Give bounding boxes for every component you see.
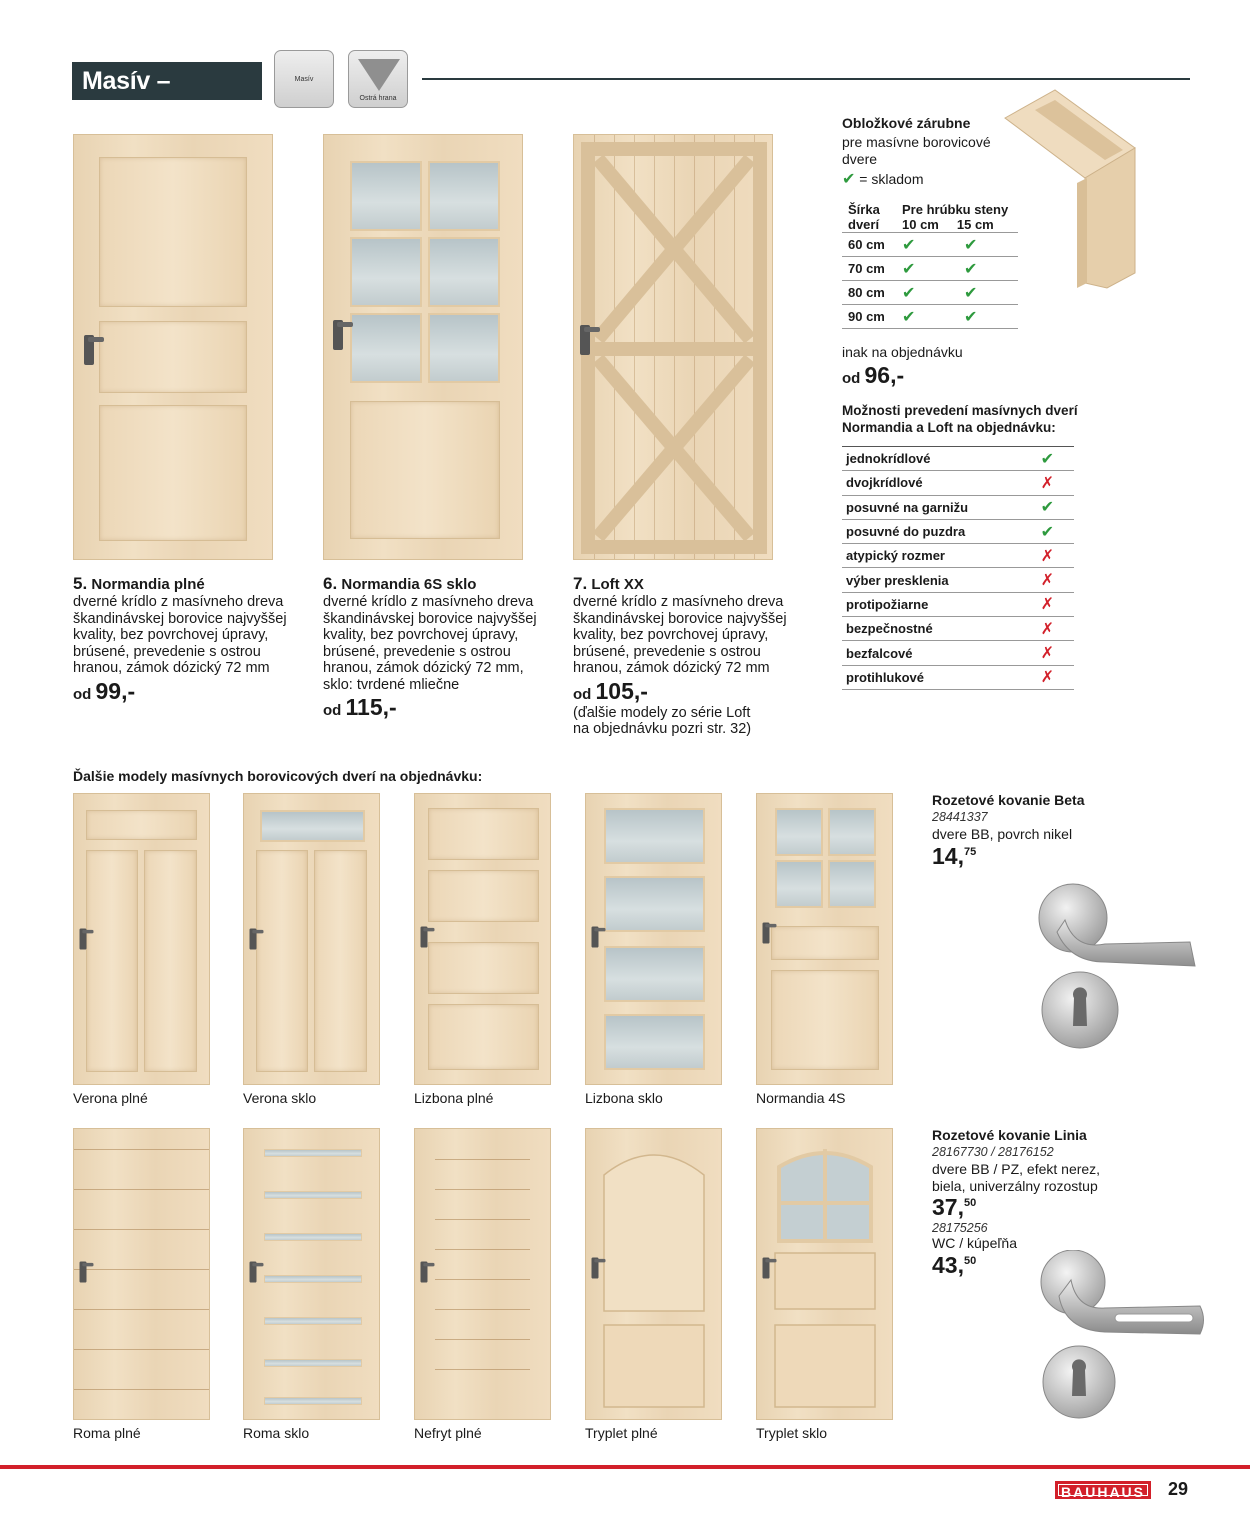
subtitle-line: pre masívne borovicové — [842, 134, 991, 150]
price-value: 105,- — [595, 677, 648, 704]
option-availability — [1021, 665, 1074, 689]
product-name: Normandia plné — [91, 576, 205, 593]
check-icon: ✔ — [902, 260, 916, 278]
product-description — [573, 594, 813, 677]
price-prefix: od — [573, 685, 592, 703]
option-label: posuvné na garnižu — [842, 495, 1021, 519]
desc-line: dverné krídlo z masívneho dreva — [573, 594, 784, 610]
price-value: 99,- — [95, 677, 136, 704]
price-prefix: od — [323, 702, 342, 719]
cross-icon: ✗ — [1040, 572, 1054, 590]
option-availability — [1021, 495, 1074, 519]
option-row — [842, 519, 1074, 543]
door-image-verona-sklo — [243, 793, 380, 1085]
bauhaus-logo: BAUHAUS — [1055, 1481, 1151, 1499]
product-number: 7. — [573, 574, 588, 593]
option-label: bezfalcové — [842, 641, 1021, 665]
frame-col-wall — [902, 200, 1018, 233]
desc-line: brúsené, prevedenie s ostrou — [323, 643, 511, 660]
frame-width: 90 cm — [842, 305, 902, 329]
check-icon: ✔ — [964, 236, 978, 254]
option-availability — [1021, 519, 1074, 543]
cross-icon: ✗ — [1040, 474, 1054, 492]
cross-icon: ✗ — [1040, 596, 1054, 614]
option-label: jednokrídlové — [842, 447, 1021, 471]
product-title — [573, 574, 813, 594]
option-row — [842, 447, 1074, 471]
door-image-lizbona-plne — [414, 793, 551, 1085]
frame-row — [842, 305, 1018, 329]
price-dec: 50 — [963, 1197, 977, 1209]
door-image-tryplet-plne — [585, 1128, 722, 1420]
door-caption: Normandia 4S — [756, 1090, 846, 1106]
desc-line: dverné krídlo z masívneho dreva — [73, 594, 284, 610]
cross-icon: ✗ — [1040, 620, 1054, 638]
check-icon: ✔ — [1040, 450, 1054, 468]
price-prefix: od — [842, 370, 861, 387]
product-code: 28441337 — [932, 810, 988, 824]
option-row — [842, 617, 1074, 641]
door-image-roma-sklo — [243, 1128, 380, 1420]
price-int: 14, — [932, 842, 964, 869]
frame-width: 60 cm — [842, 233, 902, 257]
option-row — [842, 544, 1074, 568]
note-line: na objednávku pozri str. 32) — [573, 721, 752, 737]
door-image-nefryt-plne — [414, 1128, 551, 1420]
option-row — [842, 495, 1074, 519]
header-line: Šírka — [848, 202, 880, 217]
door-caption: Lizbona sklo — [585, 1090, 663, 1106]
footer-divider — [0, 1465, 1250, 1469]
product-price — [323, 694, 563, 721]
cross-icon: ✗ — [1040, 645, 1054, 663]
door-image-normandia-plne — [73, 134, 273, 560]
options-title-line: Možnosti prevedení masívnych dverí — [842, 403, 1078, 418]
product-description — [932, 1161, 1142, 1194]
option-row — [842, 641, 1074, 665]
desc-line: dverné krídlo z masívneho dreva — [323, 594, 534, 610]
section-title: Masív – borovica — [72, 62, 262, 100]
product-normandia-plne — [73, 574, 313, 705]
option-availability — [1021, 617, 1074, 641]
desc-line: hranou, zámok dózický 72 mm, — [323, 660, 524, 676]
desc-line: biela, univerzálny rozostup — [932, 1177, 1098, 1194]
check-icon: ✔ — [1040, 499, 1054, 517]
desc-line: kvality, bez povrchovej úpravy, — [323, 627, 519, 643]
handle-linia-image — [1035, 1250, 1210, 1425]
kovanie-beta — [932, 792, 1132, 870]
frame-row — [842, 233, 1018, 257]
product-number: 6. — [323, 574, 338, 593]
frame-col-width — [842, 200, 902, 233]
option-label: výber presklenia — [842, 568, 1021, 592]
subtitle-line: dvere — [842, 150, 878, 167]
product-description — [323, 594, 563, 693]
option-availability — [1021, 592, 1074, 616]
frame-row — [842, 281, 1018, 305]
product-price — [73, 678, 313, 705]
door-image-verona-plne — [73, 793, 210, 1085]
check-icon: ✔ — [964, 284, 978, 302]
product-description: dvere BB, povrch nikel — [932, 826, 1073, 842]
door-caption: Nefryt plné — [414, 1425, 482, 1441]
desc-line: škandinávskej borovice najvyššej — [323, 610, 537, 627]
options-title-line: Normandia a Loft na objednávku: — [842, 420, 1056, 435]
product-loft-xx — [573, 574, 813, 738]
option-label: dvojkrídlové — [842, 471, 1021, 495]
option-availability — [1021, 641, 1074, 665]
option-row — [842, 592, 1074, 616]
option-availability — [1021, 544, 1074, 568]
option-label: atypický rozmer — [842, 544, 1021, 568]
check-icon: ✔ — [902, 308, 916, 326]
page-number: 29 — [1168, 1479, 1189, 1499]
options-title — [842, 402, 1078, 436]
product-code: 28167730 / 28176152 — [932, 1145, 1054, 1159]
note-line: (ďalšie modely zo série Loft — [573, 704, 751, 721]
desc-line: dvere BB / PZ, efekt nerez, — [932, 1161, 1101, 1177]
option-label: protihlukové — [842, 665, 1021, 689]
check-icon: ✔ — [964, 308, 978, 326]
price-int: 43, — [932, 1251, 964, 1278]
more-models-title: Ďalšie modely masívnych borovicových dverí na objednávku: — [73, 768, 483, 784]
door-caption: Tryplet sklo — [756, 1425, 828, 1441]
door-caption: Lizbona plné — [414, 1090, 494, 1106]
door-image-normandia-4s — [756, 793, 893, 1085]
door-image-roma-plne — [73, 1128, 210, 1420]
door-image-normandia-6s — [323, 134, 523, 560]
frame-width: 80 cm — [842, 281, 902, 305]
header-line: dverí — [848, 217, 880, 232]
product-name: Normandia 6S sklo — [341, 576, 477, 593]
desc-line: hranou, zámok dózický 72 mm — [573, 660, 770, 676]
door-caption: Roma plné — [73, 1425, 141, 1441]
product-price — [573, 678, 813, 705]
product-title: Rozetové kovanie Linia — [932, 1127, 1087, 1143]
option-row — [842, 568, 1074, 592]
price-value: 96,- — [864, 362, 905, 388]
product-price — [932, 843, 1132, 870]
product-description — [73, 594, 313, 677]
door-image-tryplet-sklo — [756, 1128, 893, 1420]
product-title: Rozetové kovanie Beta — [932, 792, 1085, 808]
door-image-loft-xx — [573, 134, 773, 560]
product-title — [73, 574, 313, 594]
price-int: 37, — [932, 1194, 964, 1220]
frame-title: Obložkové zárubne — [842, 115, 971, 131]
door-caption: Roma sklo — [243, 1425, 310, 1441]
option-row — [842, 665, 1074, 689]
desc-line: škandinávskej borovice najvyššej — [573, 610, 787, 627]
door-caption: Tryplet plné — [585, 1425, 658, 1441]
check-icon: ✔ — [902, 236, 916, 254]
product-price — [932, 1194, 1142, 1221]
product-name: Loft XX — [591, 576, 644, 593]
handle-beta-image — [1035, 880, 1200, 1055]
frame-availability-table — [842, 200, 1018, 329]
product-title — [323, 574, 563, 594]
check-icon: ✔ — [964, 260, 978, 278]
option-label: protipožiarne — [842, 592, 1021, 616]
desc-line: kvality, bez povrchovej úpravy, — [73, 627, 269, 643]
product-normandia-6s — [323, 574, 563, 721]
door-caption: Verona sklo — [243, 1090, 317, 1106]
sharp-edge-icon — [358, 59, 400, 91]
options-table — [842, 446, 1074, 690]
cross-icon: ✗ — [1040, 547, 1054, 565]
option-availability — [1021, 447, 1074, 471]
header-15cm: 15 cm — [956, 217, 994, 232]
product-number: 5. — [73, 574, 88, 593]
option-label: posuvné do puzdra — [842, 519, 1021, 543]
sharp-edge-badge-label: Ostrá hrana — [359, 95, 397, 102]
price-value: 115,- — [345, 694, 397, 720]
desc-line: kvality, bez povrchovej úpravy, — [573, 627, 769, 643]
check-icon: ✔ — [902, 284, 916, 302]
header-10cm: 10 cm — [902, 217, 939, 232]
header-divider — [422, 78, 1190, 80]
frame-width: 70 cm — [842, 257, 902, 281]
price-prefix: od — [73, 685, 92, 703]
desc-line: sklo: tvrdené mliečne — [323, 676, 460, 693]
header-line: Pre hrúbku steny — [902, 202, 1009, 217]
price-dec: 50 — [963, 1254, 977, 1267]
frame-row — [842, 257, 1018, 281]
masiv-badge-label: Masív — [294, 76, 314, 83]
stock-legend-text: = skladom — [859, 171, 924, 187]
option-availability — [1021, 471, 1074, 495]
desc-line: brúsené, prevedenie s ostrou — [73, 643, 261, 660]
door-caption: Verona plné — [73, 1090, 148, 1106]
product-note — [573, 705, 813, 738]
check-icon: ✔ — [1040, 523, 1054, 541]
masiv-badge — [274, 50, 334, 108]
option-row — [842, 471, 1074, 495]
sharp-edge-badge — [348, 50, 408, 108]
cross-icon: ✗ — [1040, 669, 1054, 687]
frame-other-note: inak na objednávku — [842, 344, 963, 360]
option-availability — [1021, 568, 1074, 592]
door-image-lizbona-sklo — [585, 793, 722, 1085]
frame-price — [842, 362, 904, 389]
product-code: 28175256 — [932, 1221, 988, 1235]
price-dec: 75 — [963, 845, 977, 858]
option-label: bezpečnostné — [842, 617, 1021, 641]
desc-line: brúsené, prevedenie s ostrou — [573, 643, 761, 660]
check-icon: ✔ — [842, 171, 856, 188]
product-description: WC / kúpeľňa — [932, 1235, 1018, 1251]
desc-line: hranou, zámok dózický 72 mm — [73, 660, 270, 676]
desc-line: škandinávskej borovice najvyššej — [73, 610, 287, 627]
